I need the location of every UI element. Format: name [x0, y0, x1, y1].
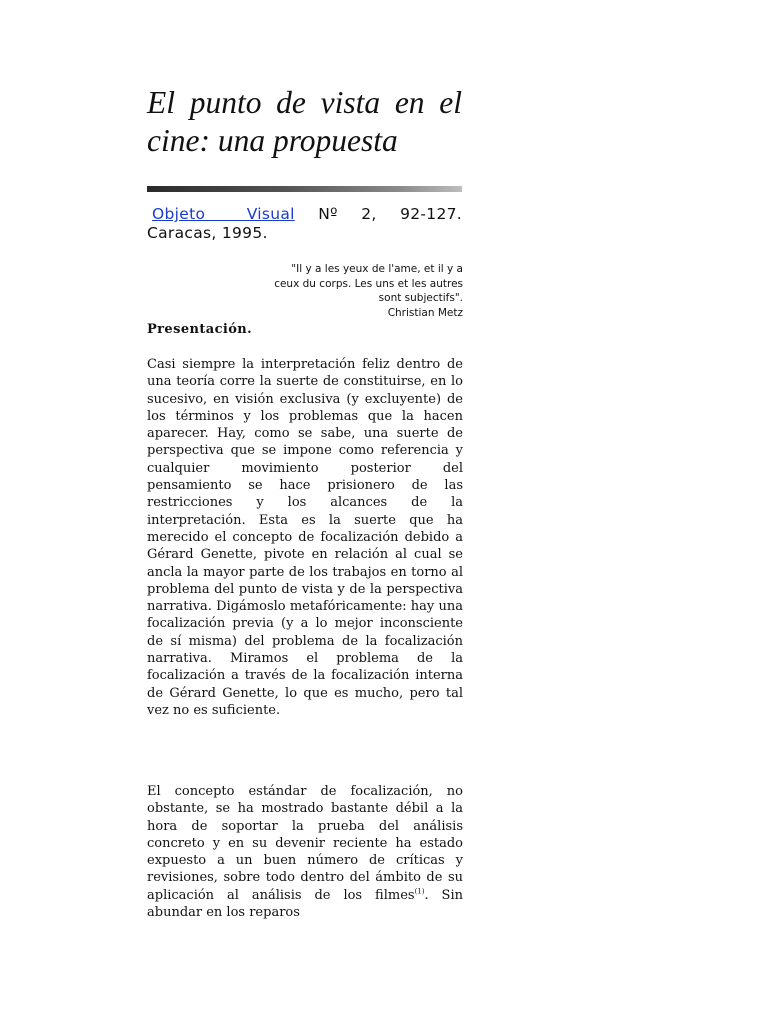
epigraph-line: "Il y a les yeux de l'ame, et il y a: [291, 263, 463, 275]
paragraph-text: . Sin abundar en los reparos: [147, 887, 463, 921]
footnote-marker[interactable]: (1): [414, 887, 425, 896]
paragraph-text: El concepto estándar de focalización, no obstante, se ha mostrado bastante débil a la hora de soportar la prueba del análisis concreto y en su devenir reciente ha estado expuesto a un buen número de críticas y revisiones, sobre todo dentro del ámbito de su aplicación al análisis de los filmes: [147, 784, 463, 903]
body-paragraph: [147, 783, 463, 921]
journal-link[interactable]: Objeto Visual: [152, 205, 295, 223]
epigraph-line: sont subjectifs".: [378, 292, 463, 304]
body-paragraph: Casi siempre la interpretación feliz dentro de una teoría corre la suerte de constituirse, en lo sucesivo, en visión exclusiva (y excluyente) de los términos y los problemas que la hacen aparecer. Hay, como se sabe, una suerte de perspectiva que se impone como referencia y cualquier movimiento posterior del pensamiento se hace prisionero de las restricciones y los alcances de la interpretación. Esta es la suerte que ha merecido el concepto de focalización debido a Gérard Genette, pivote en relación al cual se ancla la mayor parte de los trabajos en torno al problema del punto de vista y de la perspectiva narrativa. Digámoslo metafóricamente: hay una focalización previa (y a lo mejor inconsciente de sí misma) del problema de la focalización narrativa. Miramos el problema de la focalización a través de la focalización interna de Gérard Genette, lo que es mucho, pero tal vez no es suficiente.: [147, 357, 463, 718]
source-citation: [147, 205, 462, 243]
epigraph-author: Christian Metz: [387, 306, 463, 319]
article-title: El punto de vista en el cine: una propuesta: [147, 85, 462, 158]
title-divider: [147, 186, 462, 192]
epigraph: [230, 262, 463, 320]
section-heading: Presentación.: [147, 322, 253, 337]
epigraph-line: ceux du corps. Les uns et les autres: [274, 277, 463, 290]
citation-details: Nº 2, 92-127. Caracas, 1995.: [147, 205, 462, 242]
